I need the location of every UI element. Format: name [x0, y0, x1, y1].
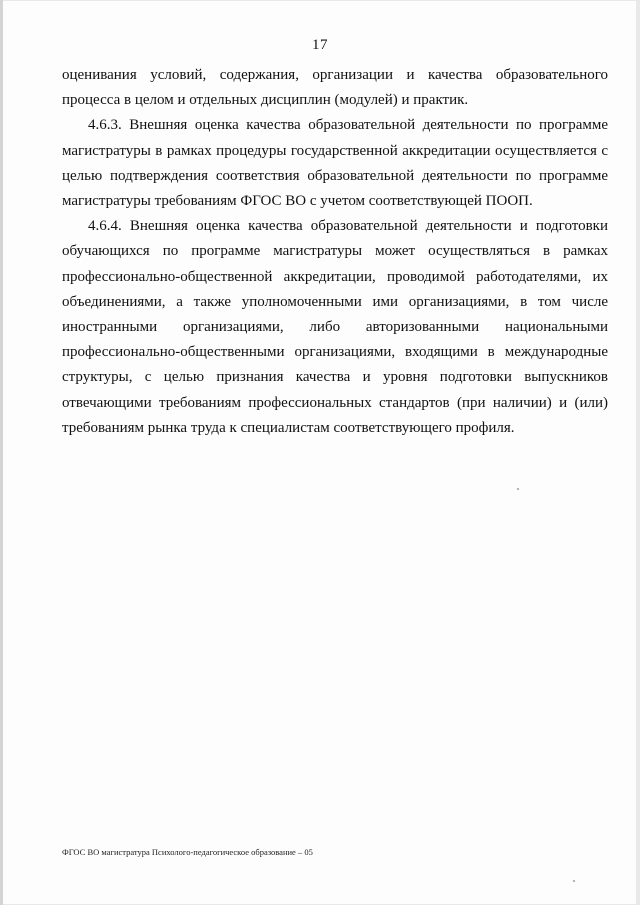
- text-line: 4.6.4. Внешняя оценка качества образовательной деятельности и подготовки: [88, 218, 608, 235]
- page-number: 17: [312, 37, 328, 53]
- paragraph-continuation: [62, 63, 608, 113]
- body-text: [62, 63, 608, 441]
- text-line: магистратуры в рамках процедуры государственной аккредитации осуществляется с: [62, 142, 608, 159]
- text-line: 4.6.3. Внешняя оценка качества образовательной деятельности по программе: [88, 117, 608, 134]
- text-line: магистратуры требованиям ФГОС ВО с учетом соответствующей ПООП.: [62, 193, 533, 210]
- text-line: целью подтверждения соответствия образовательной деятельности по программе: [62, 167, 608, 184]
- text-line: требованиям рынка труда к специалистам соответствующего профиля.: [62, 419, 515, 436]
- text-line: объединениями, а также уполномоченными ими организациями, в том числе: [62, 293, 608, 310]
- paragraph-4-6-4: [62, 214, 608, 441]
- text-line: структуры, с целью признания качества и уровня подготовки выпускников: [62, 369, 608, 386]
- text-line: профессионально-общественной аккредитации, проводимой работодателями, их: [62, 268, 608, 285]
- text-line: иностранными организациями, либо авторизованными национальными: [62, 319, 608, 336]
- scan-speck: [573, 880, 575, 882]
- scan-edge-left: [0, 0, 3, 905]
- text-line: процесса в целом и отдельных дисциплин (модулей) и практик.: [62, 92, 469, 109]
- document-footer: ФГОС ВО магистратура Психолого-педагогическое образование – 05: [62, 847, 313, 857]
- text-line: отвечающими требованиям профессиональных стандартов (при наличии) и (или): [62, 394, 608, 411]
- text-line: обучающихся по программе магистратуры может осуществляться в рамках: [62, 243, 608, 260]
- paragraph-4-6-3: [62, 113, 608, 214]
- scan-speck: [517, 488, 519, 490]
- scan-edge-right: [636, 0, 640, 905]
- text-line: оценивания условий, содержания, организации и качества образовательного: [62, 67, 608, 83]
- text-line: профессионально-общественными организациями, входящими в международные: [62, 344, 608, 361]
